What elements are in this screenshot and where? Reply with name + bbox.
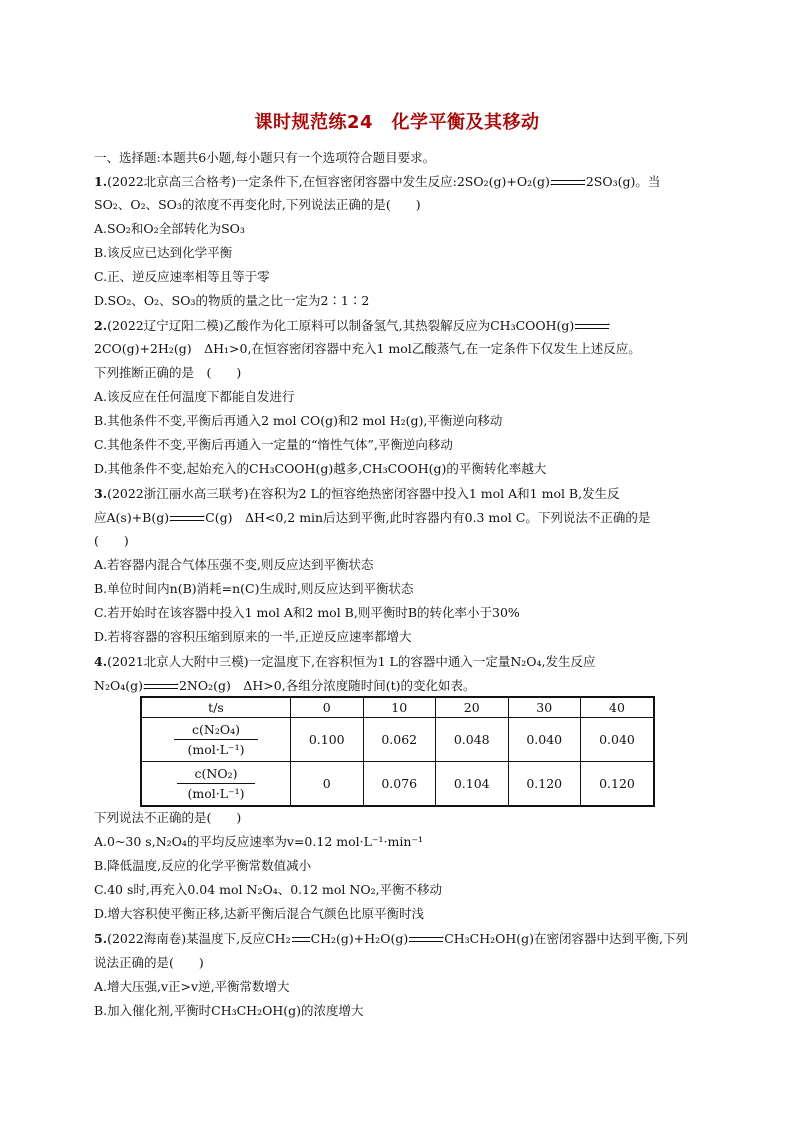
q2-number: 2. xyxy=(94,318,108,333)
table-header-cell: 40 xyxy=(581,697,655,718)
q4-stem-text-b: 2NO₂(g) ΔH>0,各组分浓度随时间(t)的变化如表。 xyxy=(178,678,476,693)
table-header-cell: 30 xyxy=(508,697,581,718)
q3-option-c: C.若开始时在该容器中投入1 mol A和2 mol B,则平衡时B的转化率小于30% xyxy=(94,605,520,620)
q4-option-a: A.0~30 s,N₂O₄的平均反应速率为v=0.12 mol·L⁻¹·min⁻¹ xyxy=(94,834,423,849)
q1-number: 1. xyxy=(94,174,108,189)
q5-option-b: B.加入催化剂,平衡时CH₃CH₂OH(g)的浓度增大 xyxy=(94,1003,364,1018)
q2-stem-line3: 下列推断正确的是 ( ) xyxy=(94,365,242,380)
q4-option-c: C.40 s时,再充入0.04 mol N₂O₄、0.12 mol NO₂,平衡不移动 xyxy=(94,882,443,897)
q3-stem-line1 xyxy=(94,486,620,502)
q3-option-b: B.单位时间内n(B)消耗=n(C)生成时,则反应达到平衡状态 xyxy=(94,581,414,596)
q1-stem-text-end: 2SO₃(g)。当 xyxy=(585,174,661,189)
section-heading: 一、选择题:本题共6小题,每小题只有一个选项符合题目要求。 xyxy=(94,150,436,165)
q4-stem-line3: 下列说法不正确的是( ) xyxy=(94,810,242,825)
q1-stem-line2: SO₂、O₂、SO₃的浓度不再变化时,下列说法正确的是( ) xyxy=(94,197,421,212)
q3-stem-line3: ( ) xyxy=(94,533,129,548)
q3-stem-text-b: C(g) ΔH<0,2 min后达到平衡,此时容器内有0.3 mol C。下列说法不正确的是 xyxy=(205,510,651,525)
q5-stem-text-a: (2022海南卷)某温度下,反应CH₂ xyxy=(107,931,291,946)
table-cell: 0.076 xyxy=(363,762,436,807)
q5-stem-text-b: CH₂(g)+H₂O(g) xyxy=(310,931,409,946)
q1-option-a: A.SO₂和O₂全部转化为SO₃ xyxy=(94,221,245,236)
row-label-fraction xyxy=(174,722,258,757)
q3-stem-text: (2022浙江丽水高三联考)在容积为2 L的恒容绝热密闭容器中投入1 mol A和1 mol B,发生反 xyxy=(107,486,620,501)
q5-stem-line2: 说法正确的是( ) xyxy=(94,955,204,970)
q5-option-a: A.增大压强,v正>v逆,平衡常数增大 xyxy=(94,979,290,994)
q2-option-c: C.其他条件不变,平衡后再通入一定量的“惰性气体”,平衡逆向移动 xyxy=(94,437,453,452)
table-cell: 0.120 xyxy=(508,762,581,807)
table-row xyxy=(141,762,654,807)
table-cell: 0.040 xyxy=(581,718,655,762)
page-title: 课时规范练24 化学平衡及其移动 xyxy=(254,112,540,133)
equilibrium-arrow-icon: ⇀ ↽ xyxy=(549,175,586,189)
q3-stem-text-a: 应A(s)+B(g) xyxy=(94,510,170,525)
equilibrium-arrow-icon: ⇀ ↽ xyxy=(574,319,611,333)
table-cell: 0.062 xyxy=(363,718,436,762)
table-cell: 0.120 xyxy=(581,762,655,807)
equilibrium-arrow-icon: ⇀ ↽ xyxy=(408,932,445,946)
row-label-bottom: (mol·L⁻¹) xyxy=(187,742,245,757)
equilibrium-arrow-icon: ⇀ ↽ xyxy=(142,679,179,693)
q2-stem-line1 xyxy=(94,318,610,334)
row-label-bottom: (mol·L⁻¹) xyxy=(187,786,245,801)
q4-stem-text: (2021北京人大附中三模)一定温度下,在容积恒为1 L的容器中通入一定量N₂O₄,发生反应 xyxy=(107,654,596,669)
q5-number: 5. xyxy=(94,931,108,946)
equilibrium-arrow-icon: ⇀ ↽ xyxy=(169,511,206,525)
table-header-row xyxy=(141,697,654,718)
q2-option-d: D.其他条件不变,起始充入的CH₃COOH(g)越多,CH₃COOH(g)的平衡转化率越大 xyxy=(94,461,547,476)
row-label xyxy=(141,762,291,807)
concentration-table xyxy=(140,696,655,807)
table-cell: 0.100 xyxy=(291,718,364,762)
table-cell: 0 xyxy=(291,762,364,807)
table-header-cell: 0 xyxy=(291,697,364,718)
table-cell: 0.048 xyxy=(436,718,509,762)
table-header-cell: t/s xyxy=(141,697,291,718)
q3-option-d: D.若将容器的容积压缩到原来的一半,正逆反应速率都增大 xyxy=(94,629,412,644)
q3-option-a: A.若容器内混合气体压强不变,则反应达到平衡状态 xyxy=(94,557,374,572)
q5-stem-line1 xyxy=(94,931,688,947)
table-header-cell: 20 xyxy=(436,697,509,718)
double-bond-icon xyxy=(292,935,310,945)
q4-stem-line2 xyxy=(94,678,475,694)
q1-stem-text: (2022北京高三合格考)一定条件下,在恒容密闭容器中发生反应:2SO₂(g)+O₂(g) xyxy=(107,174,550,189)
q1-option-c: C.正、逆反应速率相等且等于零 xyxy=(94,269,270,284)
row-label-top: c(N₂O₄) xyxy=(174,722,258,740)
q4-option-d: D.增大容积使平衡正移,达新平衡后混合气颜色比原平衡时浅 xyxy=(94,906,425,921)
table-cell: 0.040 xyxy=(508,718,581,762)
table-row xyxy=(141,718,654,762)
q3-number: 3. xyxy=(94,486,108,501)
q4-number: 4. xyxy=(94,654,108,669)
q1-stem-line1 xyxy=(94,174,660,190)
q2-stem-text: (2022辽宁辽阳二模)乙酸作为化工原料可以制备氢气,其热裂解反应为CH₃COOH(g) xyxy=(107,318,575,333)
q1-option-d: D.SO₂、O₂、SO₃的物质的量之比一定为2∶1∶2 xyxy=(94,293,370,308)
row-label-top: c(NO₂) xyxy=(177,766,256,784)
q4-option-b: B.降低温度,反应的化学平衡常数值减小 xyxy=(94,858,312,873)
q2-option-a: A.该反应在任何温度下都能自发进行 xyxy=(94,389,295,404)
q4-stem-line1 xyxy=(94,654,596,670)
q1-option-b: B.该反应已达到化学平衡 xyxy=(94,245,233,260)
q5-stem-text-c: CH₃CH₂OH(g)在密闭容器中达到平衡,下列 xyxy=(444,931,689,946)
q2-stem-line2: 2CO(g)+2H₂(g) ΔH₁>0,在恒容密闭容器中充入1 mol乙酸蒸气,在一定条件下仅发生上述反应。 xyxy=(94,341,641,356)
table-header-cell: 10 xyxy=(363,697,436,718)
row-label-fraction xyxy=(177,766,256,801)
q3-stem-line2 xyxy=(94,510,650,526)
row-label xyxy=(141,718,291,762)
q4-stem-text-a: N₂O₄(g) xyxy=(94,678,143,693)
table-cell: 0.104 xyxy=(436,762,509,807)
q2-option-b: B.其他条件不变,平衡后再通入2 mol CO(g)和2 mol H₂(g),平衡逆向移动 xyxy=(94,413,503,428)
